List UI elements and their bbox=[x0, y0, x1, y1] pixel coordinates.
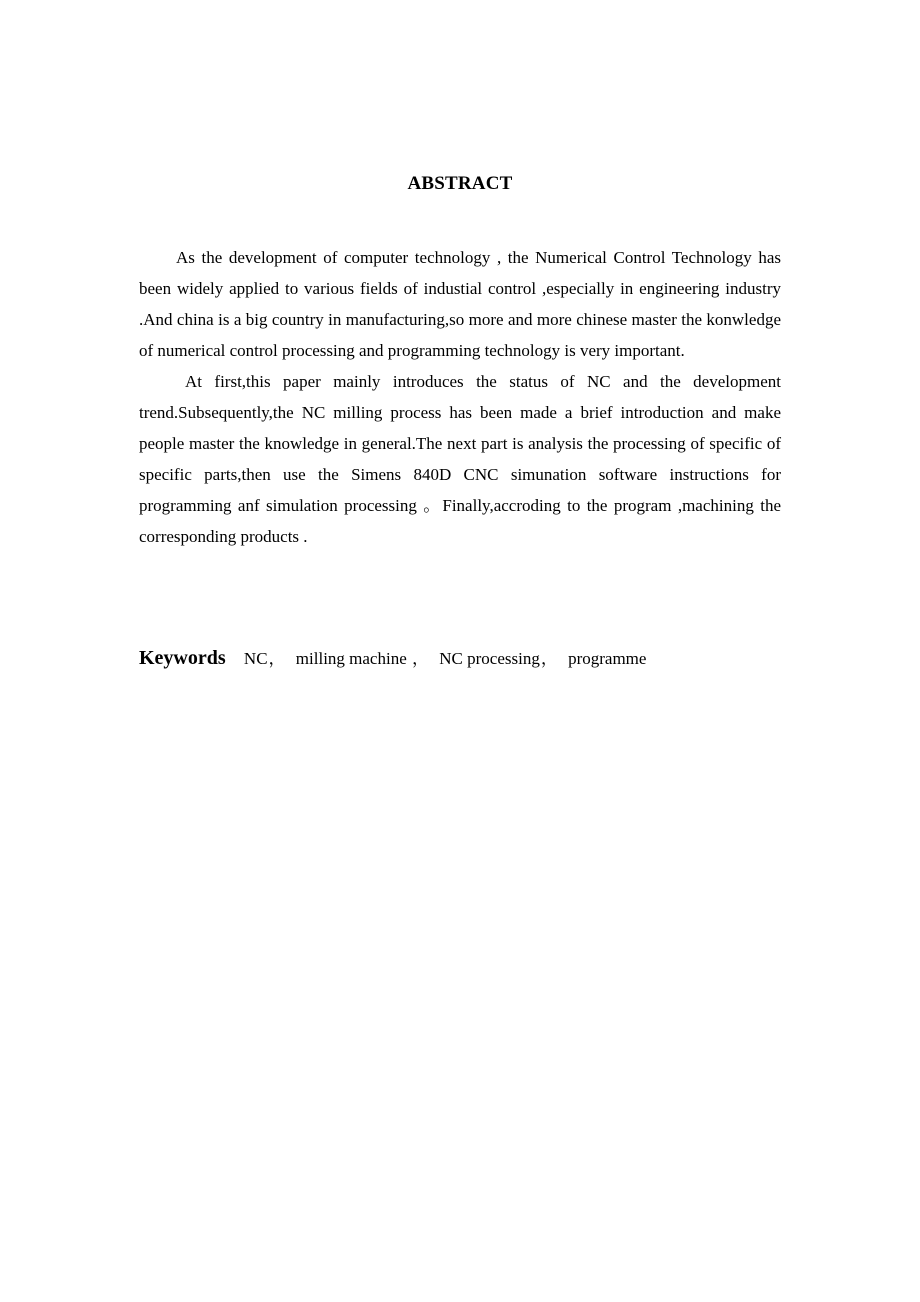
keyword-item: NC processing bbox=[439, 649, 540, 668]
keyword-item: programme bbox=[568, 649, 647, 668]
keyword-separator: ， bbox=[268, 649, 286, 668]
keyword-item: milling machine bbox=[295, 649, 411, 668]
keyword-separator: ， bbox=[412, 649, 429, 668]
keyword-separator: ， bbox=[540, 649, 558, 668]
abstract-paragraph-1: As the development of computer technology , the Numerical Control Technology has been widely applied to various fields of industial control ,especially in engineering industry .And china is a big country in manufacturing,so more and more chinese master the konwledge of numerical control processing and programming technology is very important. bbox=[139, 248, 781, 360]
abstract-title: ABSTRACT bbox=[407, 173, 513, 194]
abstract-body bbox=[139, 242, 781, 552]
keywords-label: Keywords bbox=[139, 647, 226, 669]
abstract-paragraph-2: At first,this paper mainly introduces the status of NC and the development trend.Subsequently,the NC milling process has been made a brief introduction and make people master the knowledge in general.The next part is analysis the processing of specific of specific parts,then use the Simens 840D CNC simunation software instructions for programming anf simulation processing 。Finally,accroding to the program ,machining the corresponding products . bbox=[139, 372, 781, 546]
keywords-line bbox=[139, 643, 781, 674]
keyword-item: NC bbox=[243, 649, 268, 668]
